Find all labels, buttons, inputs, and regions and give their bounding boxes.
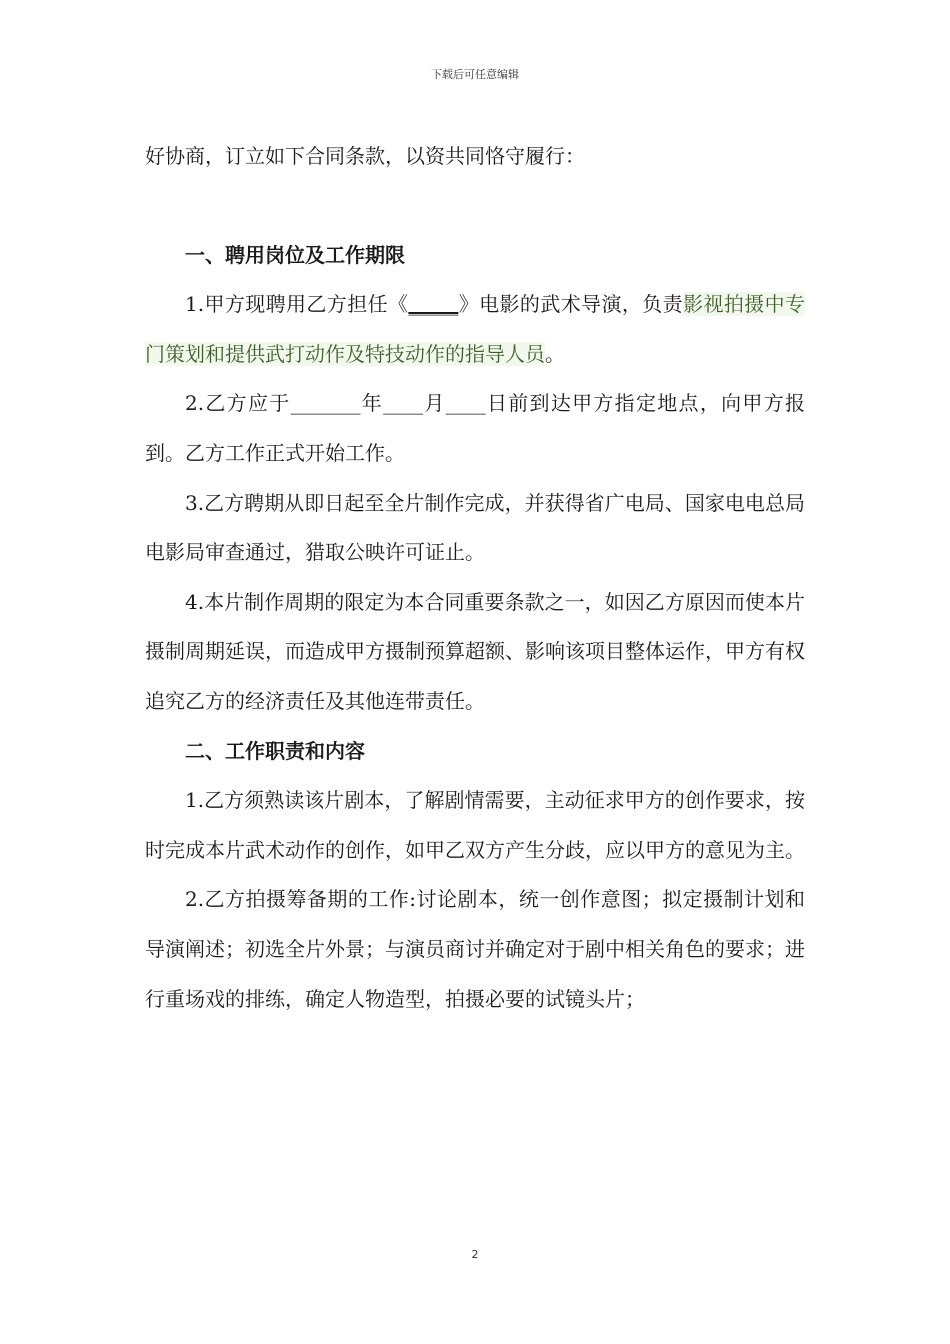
page-number: 2 [471,1248,479,1261]
section1-paragraph-4: 4.本片制作周期的限定为本合同重要条款之一，如因乙方原因而使本片摄制周期延误，而造成甲方摄制预算超额、影响该项目整体运作，甲方有权追究乙方的经济责任及其他连带责任。 [145,589,805,713]
section-heading-1: 一、聘用岗位及工作期限 [185,242,405,267]
section1-p1-middle: 》电影的武术导演，负责 [458,292,684,317]
document-body [145,132,805,1024]
section2-paragraph-1: 1.乙方须熟读该片剧本，了解剧情需要，主动征求甲方的创作要求，按时完成本片武术动作的创作，如甲乙双方产生分歧，应以甲方的意见为主。 [145,788,805,862]
intro-paragraph: 好协商，订立如下合同条款，以资共同恪守履行： [145,144,585,168]
section1-paragraph-1 [145,280,805,379]
film-title-blank: _____ [408,292,459,317]
paragraph-spacer [145,182,805,231]
section2-paragraph-2: 2.乙方拍摄筹备期的工作:讨论剧本，统一创作意图；拟定摄制计划和导演阐述；初选全片外景；与演员商讨并确定对于剧中相关角色的要求；进行重场戏的排练，确定人物造型，拍摄必要的试镜头片； [145,887,805,1011]
section1-p1-suffix: 。 [545,341,565,366]
section-heading-2: 二、工作职责和内容 [185,738,365,763]
highlighted-definition: 影视拍摄中专门策划和提供武打动作及特技动作的指导人员 [145,292,806,366]
section1-paragraph-3: 3.乙方聘期从即日起至全片制作完成，并获得省广电局、国家电电总局电影局审查通过，猎取公映许可证止。 [145,490,805,565]
page-header: 下载后可任意编辑 [431,68,519,81]
section1-paragraph-2: 2.乙方应于_______年____月____日前到达甲方指定地点，向甲方报到。乙方工作正式开始工作。 [145,391,805,465]
section1-p1-prefix: 1.甲方现聘用乙方担任《 [185,292,409,317]
